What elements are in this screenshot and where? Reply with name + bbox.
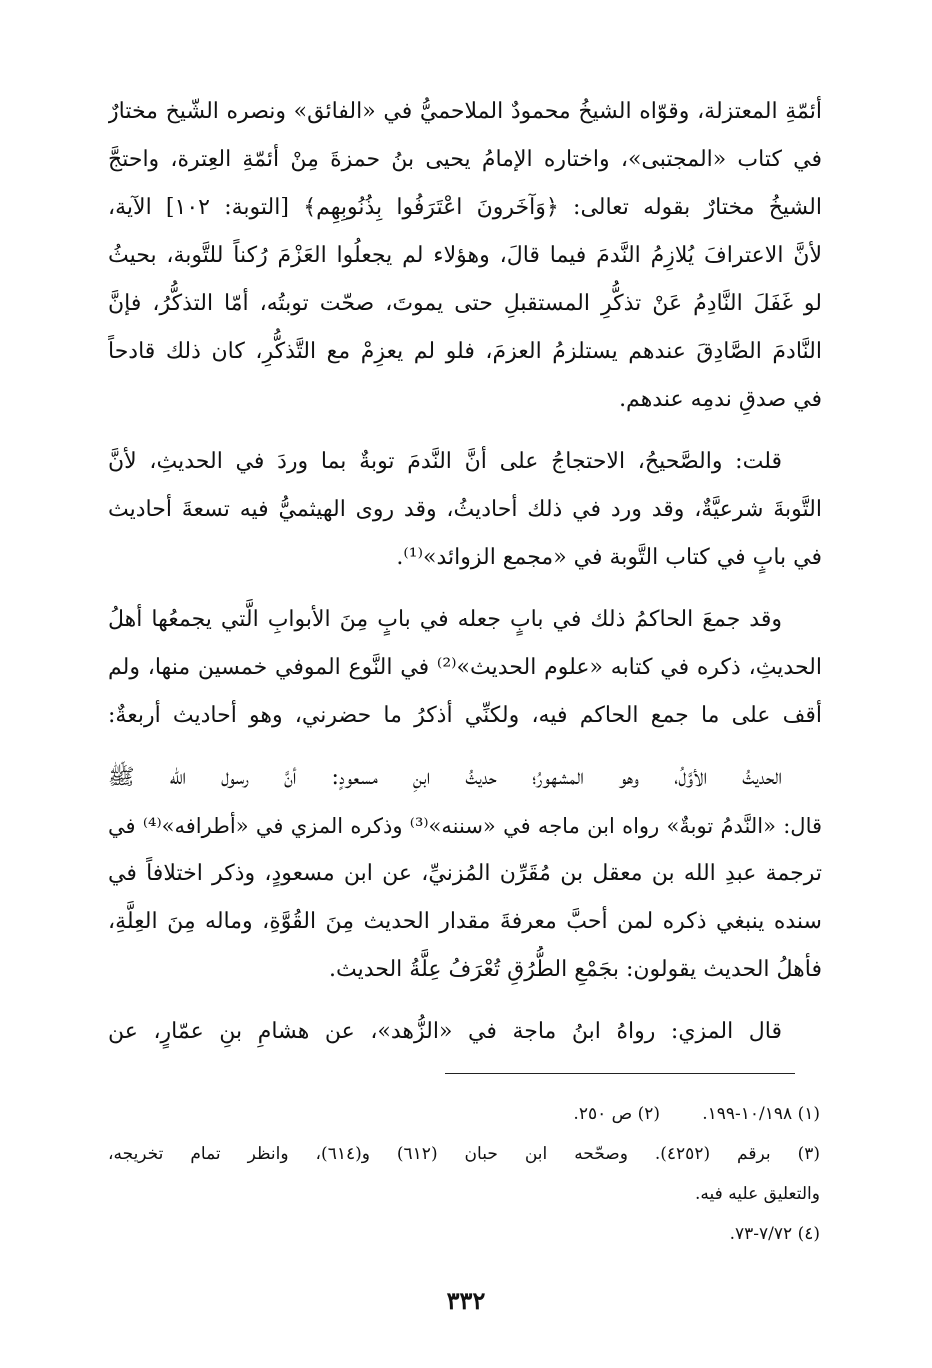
- text-line: أقف على ما جمع الحاكم فيه، ولكنِّي أذكرُ ما حضرني، وهو أحاديث أربعةٌ:: [108, 703, 822, 728]
- paragraph-4: [108, 754, 822, 994]
- footnotes: [108, 1094, 820, 1254]
- paragraph-1: [108, 88, 822, 424]
- text-line: التَّوبةَ شرعيَّةٌ، وقد ورد في ذلك أحاديثُ، وقد روى الهيثميُّ فيه تسعةَ أحاديث: [108, 497, 822, 522]
- text-line: أئمّةِ المعتزلة، وقوّاه الشيخُ محمودٌ الملاحميُّ في «الفائق» ونصره الشّيخ مختارٌ: [108, 99, 822, 124]
- text-line: النَّادمَ الصَّادِقَ عندهم يستلزمُ العزمَ، فلو لم يعزِمْ مع التَّذكُّرِ، كان ذلك قادحاً: [108, 339, 822, 364]
- text-line: الحديثِ، ذكره في كتابه «علوم الحديث»⁽²⁾ في النَّوع الموفي خمسين منها، ولم: [108, 655, 822, 680]
- text-line: فأهلُ الحديث يقولون: بجَمْعِ الطُّرُقِ تُعْرَفُ عِلَّةُ الحديث.: [329, 957, 822, 982]
- text-line: وقد جمعَ الحاكمُ ذلك في بابٍ جعله في بابٍ مِنَ الأبوابِ الَّتي يجمعُها أهلُ: [108, 607, 782, 632]
- text-line: لو غَفَلَ النَّادِمُ عَنْ تذكُّرِ المستقبلِ حتى يموتَ، صحّت توبتُه، أمّا التذكُّرُ، فإنَّ: [108, 291, 822, 316]
- footnote-separator: [445, 1073, 795, 1074]
- page-number: ٣٣٢: [446, 1286, 486, 1315]
- paragraph-gap: [108, 740, 822, 754]
- paragraph-3: [108, 596, 822, 740]
- footnote-row: [108, 1094, 820, 1134]
- text-line: قال: «النَّدمُ توبةٌ» رواه ابن ماجه في «سننه»⁽³⁾ وذكره المزي في «أطرافه»⁽⁴⁾ في: [108, 814, 822, 838]
- footnote-3-continuation: والتعليق عليه فيه.: [695, 1184, 820, 1204]
- main-text: [108, 88, 822, 1056]
- text-line: سنده ينبغي ذكره لمن أحبَّ معرفةَ مقدار الحديث مِنَ القُوَّةِ، وماله مِنَ العِلَّةِ،: [108, 909, 822, 934]
- text-line: في صدقِ ندمِه عندهم.: [619, 387, 822, 412]
- footnote-3: (٣) برقم (٤٢٥٢). وصحّحه ابن حبان (٦١٢) و(٦١٤)، وانظر تمام تخريجه،: [108, 1144, 820, 1164]
- text-line: في بابٍ في كتاب التَّوبة في «مجمع الزوائد»⁽¹⁾.: [396, 545, 822, 570]
- paragraph-gap: [108, 424, 822, 438]
- text-line: الحديثُ الأوَّلُ، وهو المشهورُ؛ حديثُ ابنِ مسعودٍ: أنَّ رسول الله ﷺ: [108, 765, 782, 790]
- paragraph-gap: [108, 582, 822, 596]
- text-line: ترجمة عبدِ الله بن معقل بن مُقَرِّن المُزنيِّ، عن ابن مسعودٍ، وذكر اختلافاً في: [108, 861, 822, 886]
- text-line: قال المزي: رواهُ ابنُ ماجة في «الزُّهد»، عن هشامِ بنِ عمّارٍ، عن: [108, 1019, 782, 1044]
- text-line: في كتاب «المجتبى»، واختاره الإمامُ يحيى بنُ حمزةَ مِنْ أئمّةِ العِترة، واحتجَّ: [108, 147, 822, 172]
- paragraph-5: [108, 1008, 822, 1056]
- footnote-1: (١) ١٠/١٩٨-١٩٩.: [702, 1104, 820, 1124]
- footnote-4: (٤) ٧/٧٢-٧٣.: [729, 1224, 820, 1244]
- text-line: لأنَّ الاعترافَ يُلازِمُ النَّدمَ فيما قالَ، وهؤلاء لم يجعلُوا العَزْمَ رُكناً للتَّوبة، بحيثُ: [108, 243, 822, 268]
- text-line: قلت: والصَّحيحُ، الاحتجاجُ على أنَّ النَّدمَ توبةٌ بما وردَ في الحديثِ، لأنَّ: [108, 449, 782, 474]
- paragraph-2: [108, 438, 822, 582]
- text-line: الشيخُ مختارٌ بقوله تعالى: ﴿وَآخَرونَ اعْتَرَفُوا بِذُنُوبِهِم﴾ [التوبة: ١٠٢] الآية،: [108, 195, 822, 220]
- paragraph-gap: [108, 994, 822, 1008]
- footnote-2: (٢) ص ٢٥٠.: [573, 1104, 660, 1124]
